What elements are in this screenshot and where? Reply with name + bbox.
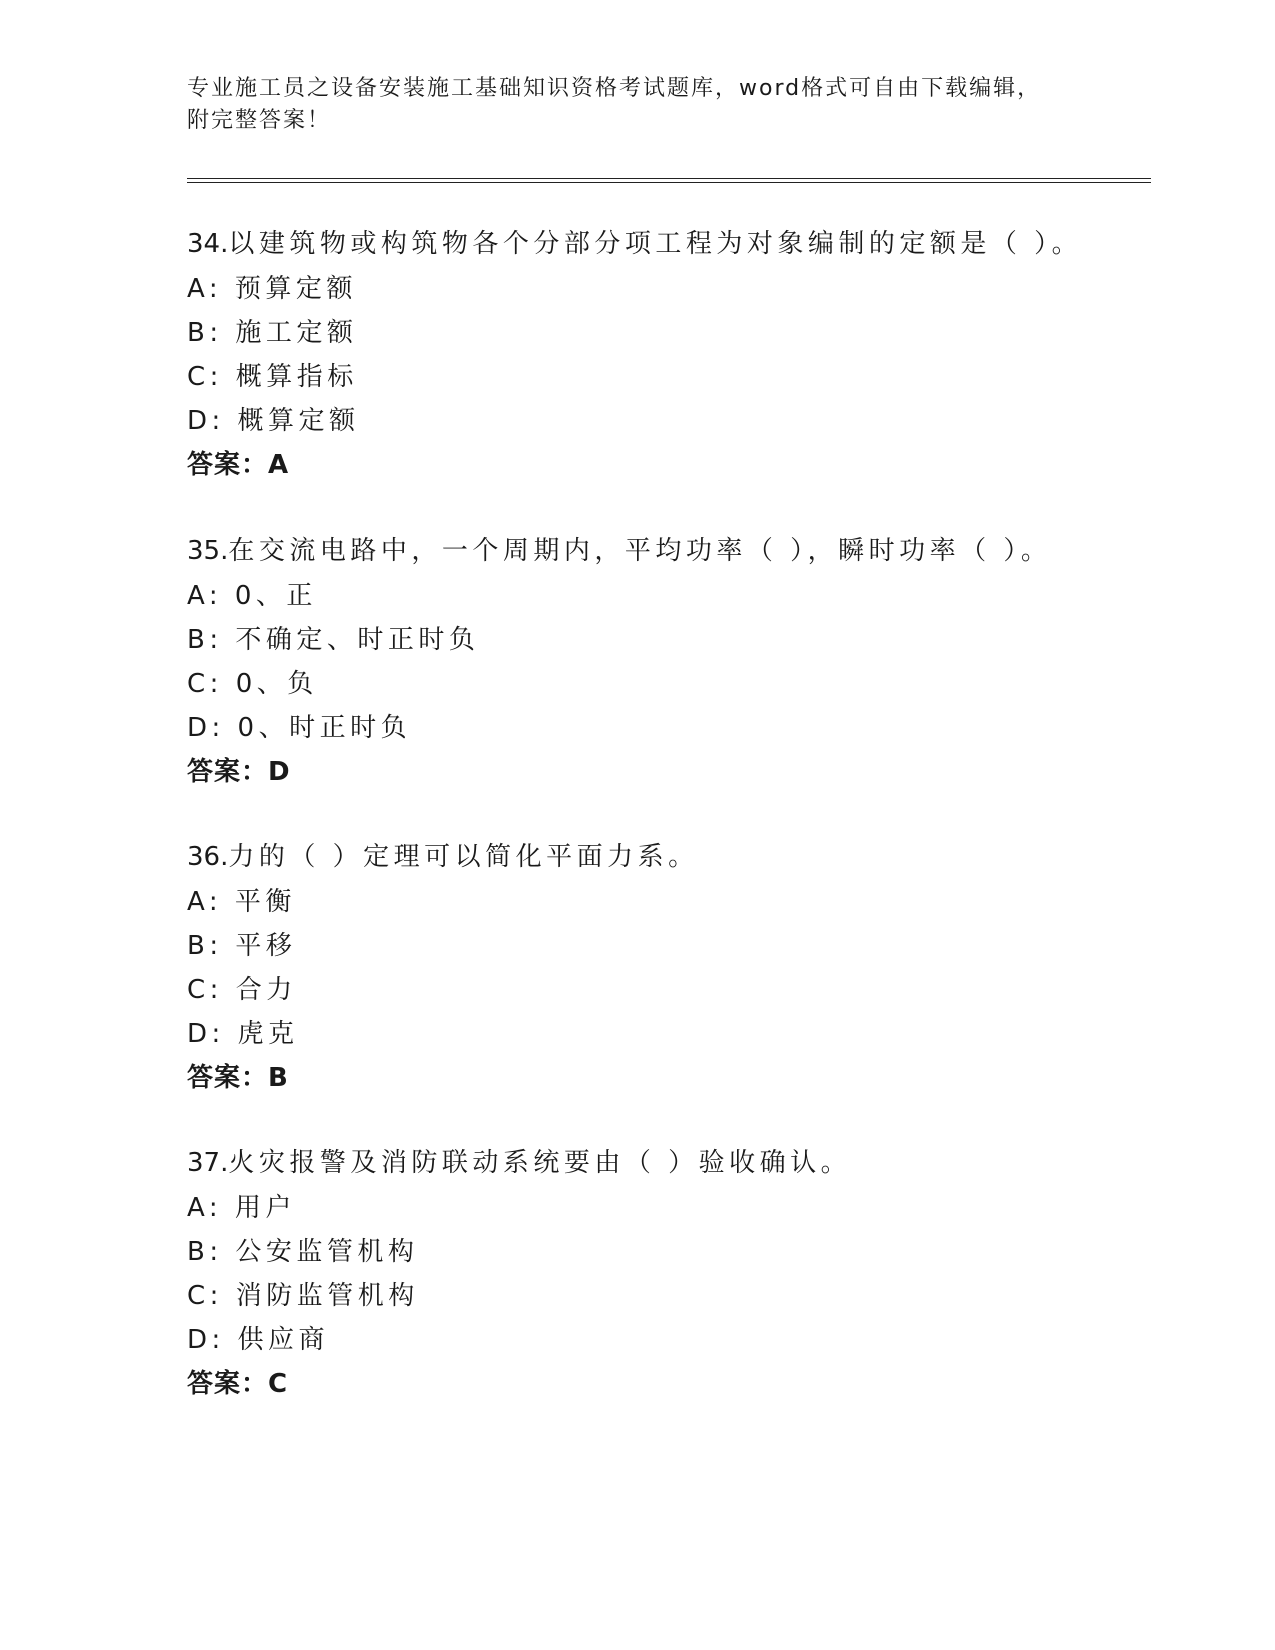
option-text: 预算定额 (234, 274, 357, 304)
question-stem (187, 841, 699, 873)
option-text: 合力 (235, 975, 297, 1005)
question-number: 37. (187, 1148, 229, 1178)
option-letter: D: (187, 713, 225, 743)
option-text: 0、正 (234, 581, 317, 611)
answer-value: C (268, 1369, 289, 1399)
answer-line (187, 1062, 289, 1094)
option-text: 概算定额 (237, 406, 360, 436)
option-c (187, 361, 358, 393)
question-text: 以建筑物或构筑物各个分部分项工程为对象编制的定额是（ ）。 (228, 229, 1083, 259)
question-number: 35. (187, 536, 229, 566)
option-letter: B: (187, 1237, 223, 1267)
option-letter: C: (187, 362, 223, 392)
option-text: 概算指标 (235, 362, 358, 392)
answer-value: D (268, 757, 291, 787)
option-letter: C: (187, 1281, 223, 1311)
option-text: 用户 (234, 1193, 296, 1223)
option-text: 供应商 (237, 1325, 330, 1355)
option-text: 虎克 (237, 1019, 299, 1049)
option-b (187, 1236, 418, 1268)
option-letter: D: (187, 1325, 225, 1355)
answer-line (187, 756, 291, 788)
option-text: 平移 (235, 931, 297, 961)
option-c (187, 1280, 419, 1312)
option-letter: A: (187, 581, 223, 611)
option-text: 公安监管机构 (235, 1237, 419, 1267)
question-number: 36. (187, 842, 229, 872)
answer-value: B (268, 1063, 289, 1093)
option-letter: D: (187, 406, 225, 436)
option-a (187, 1192, 296, 1224)
option-text: 平衡 (234, 887, 296, 917)
option-letter: A: (187, 274, 223, 304)
question-text: 在交流电路中，一个周期内，平均功率（ ），瞬时功率（ ）。 (228, 536, 1052, 566)
option-letter: A: (187, 887, 223, 917)
question-number: 34. (187, 229, 229, 259)
option-b (187, 930, 296, 962)
option-text: 0、时正时负 (237, 713, 412, 743)
question-text: 火灾报警及消防联动系统要由（ ）验收确认。 (228, 1148, 852, 1178)
option-text: 施工定额 (235, 318, 358, 348)
option-d (187, 405, 360, 437)
option-c (187, 974, 297, 1006)
option-c (187, 668, 318, 700)
option-text: 不确定、时正时负 (235, 625, 480, 655)
option-letter: D: (187, 1019, 225, 1049)
option-letter: B: (187, 931, 223, 961)
option-letter: B: (187, 625, 223, 655)
question-stem (187, 1147, 851, 1179)
question-stem (187, 535, 1051, 567)
answer-label: 答案： (187, 1369, 269, 1399)
question-stem (187, 228, 1082, 260)
option-d (187, 712, 411, 744)
option-letter: B: (187, 318, 223, 348)
option-b (187, 624, 479, 656)
answer-label: 答案： (187, 757, 269, 787)
option-d (187, 1018, 299, 1050)
option-letter: C: (187, 975, 223, 1005)
option-text: 0、负 (235, 669, 318, 699)
question-text: 力的（ ）定理可以简化平面力系。 (228, 842, 699, 872)
document-header (187, 73, 1087, 137)
answer-line (187, 1368, 288, 1400)
answer-label: 答案： (187, 450, 269, 480)
option-a (187, 273, 357, 305)
answer-value: A (268, 450, 290, 480)
option-a (187, 580, 317, 612)
option-text: 消防监管机构 (235, 1281, 419, 1311)
option-a (187, 886, 296, 918)
option-letter: C: (187, 669, 223, 699)
option-d (187, 1324, 329, 1356)
answer-label: 答案： (187, 1063, 269, 1093)
header-line-1: 专业施工员之设备安装施工基础知识资格考试题库，word格式可自由下载编辑， (187, 76, 1042, 101)
option-letter: A: (187, 1193, 223, 1223)
header-line-2: 附完整答案！ (187, 108, 332, 133)
option-b (187, 317, 357, 349)
header-divider (187, 178, 1151, 183)
answer-line (187, 449, 289, 481)
